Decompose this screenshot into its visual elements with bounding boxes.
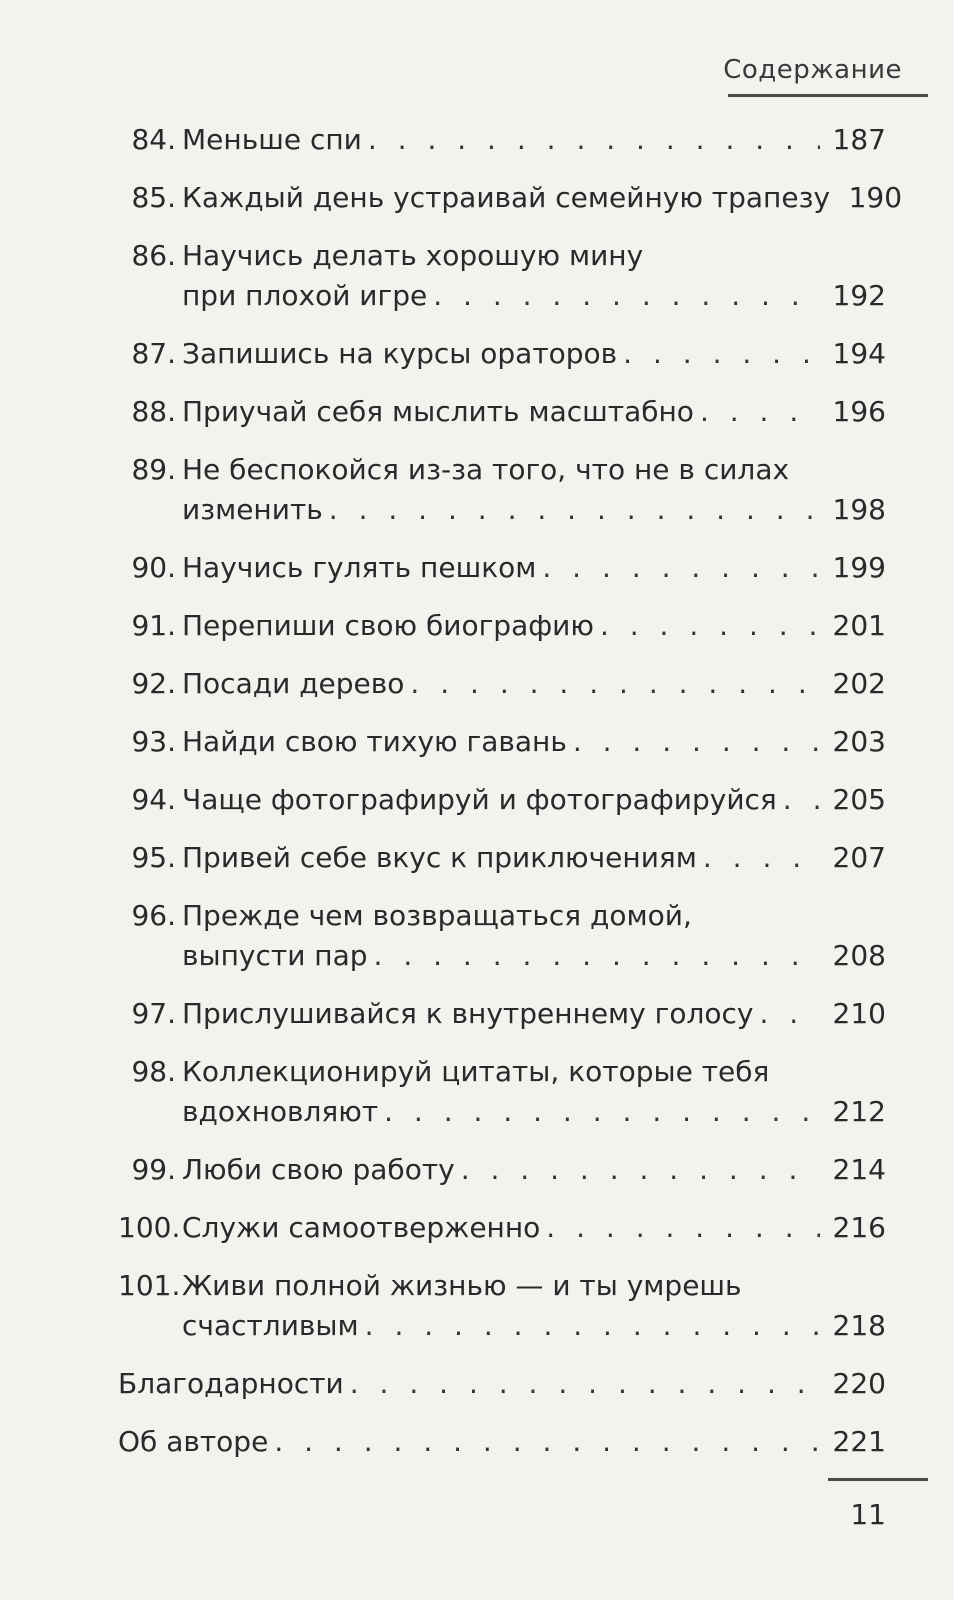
toc-entry-number: 93.	[131, 725, 176, 758]
toc-entry-body	[182, 334, 886, 374]
toc-entry	[118, 1266, 886, 1364]
dot-leader	[274, 1422, 820, 1462]
toc-entry-number: 96.	[131, 899, 176, 932]
toc-entry-page: 216	[832, 1211, 886, 1244]
dot-leader	[783, 780, 820, 820]
dot-leader	[573, 722, 820, 762]
toc-entry-title: Прислушивайся к внутреннему голосу	[182, 997, 754, 1030]
toc-entry-line	[182, 548, 886, 588]
toc-entry-body	[182, 896, 886, 976]
toc-entry-line	[182, 994, 886, 1034]
toc-entry-body	[182, 1150, 886, 1190]
toc-entry	[118, 1422, 886, 1480]
toc-entry-title: Меньше спи	[182, 123, 362, 156]
toc-entry-line	[182, 1208, 886, 1248]
table-of-contents	[118, 120, 903, 1480]
toc-entry-title-line: Коллекционируй цитаты, которые тебя	[182, 1055, 770, 1088]
toc-entry-number: 99.	[131, 1153, 176, 1186]
toc-entry-line	[182, 334, 886, 374]
toc-entry-body	[182, 1208, 886, 1248]
toc-entry-line	[182, 490, 886, 530]
toc-entry-title: счастливым	[182, 1309, 359, 1342]
toc-entry-page: 218	[832, 1309, 886, 1342]
toc-entry-body	[182, 1266, 886, 1346]
dot-leader	[329, 490, 820, 530]
toc-entry-page: 190	[848, 181, 903, 214]
footer-rule	[828, 1478, 928, 1481]
toc-entry-body	[182, 450, 886, 530]
dot-leader	[546, 1208, 820, 1248]
toc-entry-title: изменить	[182, 493, 323, 526]
toc-entry-body	[182, 606, 886, 646]
toc-entry-title: Благодарности	[118, 1367, 344, 1400]
toc-entry-page: 194	[832, 337, 886, 370]
header-rule	[728, 94, 928, 97]
toc-entry-page: 212	[832, 1095, 886, 1128]
toc-entry-title: Служи самоотверженно	[182, 1211, 541, 1244]
dot-leader	[374, 936, 820, 976]
dot-leader	[365, 1306, 820, 1346]
toc-entry-page: 198	[832, 493, 886, 526]
toc-entry-body	[182, 548, 886, 588]
toc-entry-title: Приучай себя мыслить масштабно	[182, 395, 694, 428]
toc-entry	[118, 994, 886, 1052]
toc-entry-title: вдохновляют	[182, 1095, 379, 1128]
toc-entry-page: 207	[832, 841, 886, 874]
toc-entry-line	[182, 178, 903, 218]
toc-entry-title: Привей себе вкус к приключениям	[182, 841, 697, 874]
toc-entry-number: 95.	[131, 841, 176, 874]
dot-leader	[461, 1150, 820, 1190]
dot-leader	[703, 838, 820, 878]
toc-entry-number: 84.	[131, 123, 176, 156]
toc-entry-title: Перепиши свою биографию	[182, 609, 594, 642]
toc-entry-body	[182, 392, 886, 432]
toc-entry	[118, 606, 886, 664]
toc-entry-number: 91.	[131, 609, 176, 642]
dot-leader	[410, 664, 820, 704]
toc-entry	[118, 236, 886, 334]
dot-leader	[700, 392, 820, 432]
toc-entry-page: 205	[832, 783, 886, 816]
toc-entry-number: 87.	[131, 337, 176, 370]
page-number: 11	[850, 1498, 886, 1531]
toc-entry-title-line: Прежде чем возвращаться домой,	[182, 899, 692, 932]
toc-entry-page: 203	[832, 725, 886, 758]
toc-entry-title: Каждый день устраивай семейную трапезу	[182, 181, 831, 214]
toc-entry-page: 187	[832, 123, 886, 156]
toc-entry-page: 202	[832, 667, 886, 700]
toc-entry-line	[182, 838, 886, 878]
toc-entry-title: Запишись на курсы ораторов	[182, 337, 618, 370]
toc-entry-number: 85.	[131, 181, 176, 214]
toc-entry-body	[182, 722, 886, 762]
toc-entry-body	[182, 1052, 886, 1132]
toc-entry-number: 86.	[131, 239, 176, 272]
toc-entry	[118, 838, 886, 896]
toc-entry-body	[118, 1422, 886, 1462]
toc-entry-title: Посади дерево	[182, 667, 405, 700]
toc-entry-number: 100.	[118, 1211, 181, 1244]
toc-entry	[118, 1208, 886, 1266]
toc-entry	[118, 120, 886, 178]
toc-entry-line	[182, 664, 886, 704]
toc-entry-body	[182, 236, 886, 316]
toc-entry	[118, 1150, 886, 1208]
toc-entry-line	[182, 392, 886, 432]
toc-entry-title-line: Не беспокойся из-за того, что не в силах	[182, 453, 790, 486]
dot-leader	[759, 994, 820, 1034]
toc-entry-title: Чаще фотографируй и фотографируйся	[182, 783, 777, 816]
toc-entry-page: 210	[832, 997, 886, 1030]
toc-entry	[118, 722, 886, 780]
toc-entry	[118, 896, 886, 994]
toc-entry-body	[182, 838, 886, 878]
toc-entry-body	[182, 994, 886, 1034]
dot-leader	[368, 120, 820, 160]
toc-entry-line	[182, 936, 886, 976]
dot-leader	[542, 548, 820, 588]
toc-entry-line	[182, 1306, 886, 1346]
toc-entry-title-line: Научись делать хорошую мину	[182, 239, 644, 272]
toc-entry-line	[182, 722, 886, 762]
toc-entry-page: 220	[832, 1367, 886, 1400]
toc-entry-number: 97.	[131, 997, 176, 1030]
toc-entry-line	[182, 1150, 886, 1190]
toc-entry-page: 208	[832, 939, 886, 972]
toc-entry-body	[182, 178, 903, 218]
toc-entry	[118, 392, 886, 450]
toc-entry-body	[182, 664, 886, 704]
toc-entry-title: при плохой игре	[182, 279, 428, 312]
toc-entry	[118, 178, 903, 236]
toc-entry-page: 214	[832, 1153, 886, 1186]
toc-entry-number: 92.	[131, 667, 176, 700]
toc-entry	[118, 664, 886, 722]
toc-entry-line	[118, 1422, 886, 1462]
toc-entry-page: 201	[832, 609, 886, 642]
toc-entry	[118, 780, 886, 838]
dot-leader	[350, 1364, 820, 1404]
toc-entry	[118, 334, 886, 392]
toc-entry-line	[118, 1364, 886, 1404]
toc-entry-page: 221	[832, 1425, 886, 1458]
toc-entry-line	[182, 276, 886, 316]
toc-entry-number: 90.	[131, 551, 176, 584]
toc-entry-line	[182, 1092, 886, 1132]
toc-entry-line	[182, 780, 886, 820]
dot-leader	[384, 1092, 820, 1132]
toc-entry	[118, 548, 886, 606]
toc-entry-body	[182, 780, 886, 820]
running-header: Содержание	[723, 55, 902, 85]
toc-entry-title: Научись гулять пешком	[182, 551, 537, 584]
toc-entry-number: 89.	[131, 453, 176, 486]
toc-entry-title-line: Живи полной жизнью — и ты умрешь	[182, 1269, 742, 1302]
toc-entry-number: 88.	[131, 395, 176, 428]
toc-entry	[118, 1052, 886, 1150]
toc-entry-number: 101.	[118, 1269, 181, 1302]
toc-entry	[118, 1364, 886, 1422]
toc-entry-body	[182, 120, 886, 160]
toc-entry-line	[182, 606, 886, 646]
dot-leader	[433, 276, 820, 316]
toc-entry-title: Об авторе	[118, 1425, 269, 1458]
toc-entry-page: 196	[832, 395, 886, 428]
dot-leader	[623, 334, 820, 374]
toc-entry-page: 199	[832, 551, 886, 584]
dot-leader	[600, 606, 820, 646]
toc-entry-line	[182, 120, 886, 160]
toc-entry-title: Найди свою тихую гавань	[182, 725, 567, 758]
toc-entry-number: 94.	[131, 783, 176, 816]
toc-entry-title: выпусти пар	[182, 939, 368, 972]
toc-entry	[118, 450, 886, 548]
toc-entry-page: 192	[832, 279, 886, 312]
toc-entry-number: 98.	[131, 1055, 176, 1088]
toc-entry-title: Люби свою работу	[182, 1153, 455, 1186]
toc-entry-body	[118, 1364, 886, 1404]
